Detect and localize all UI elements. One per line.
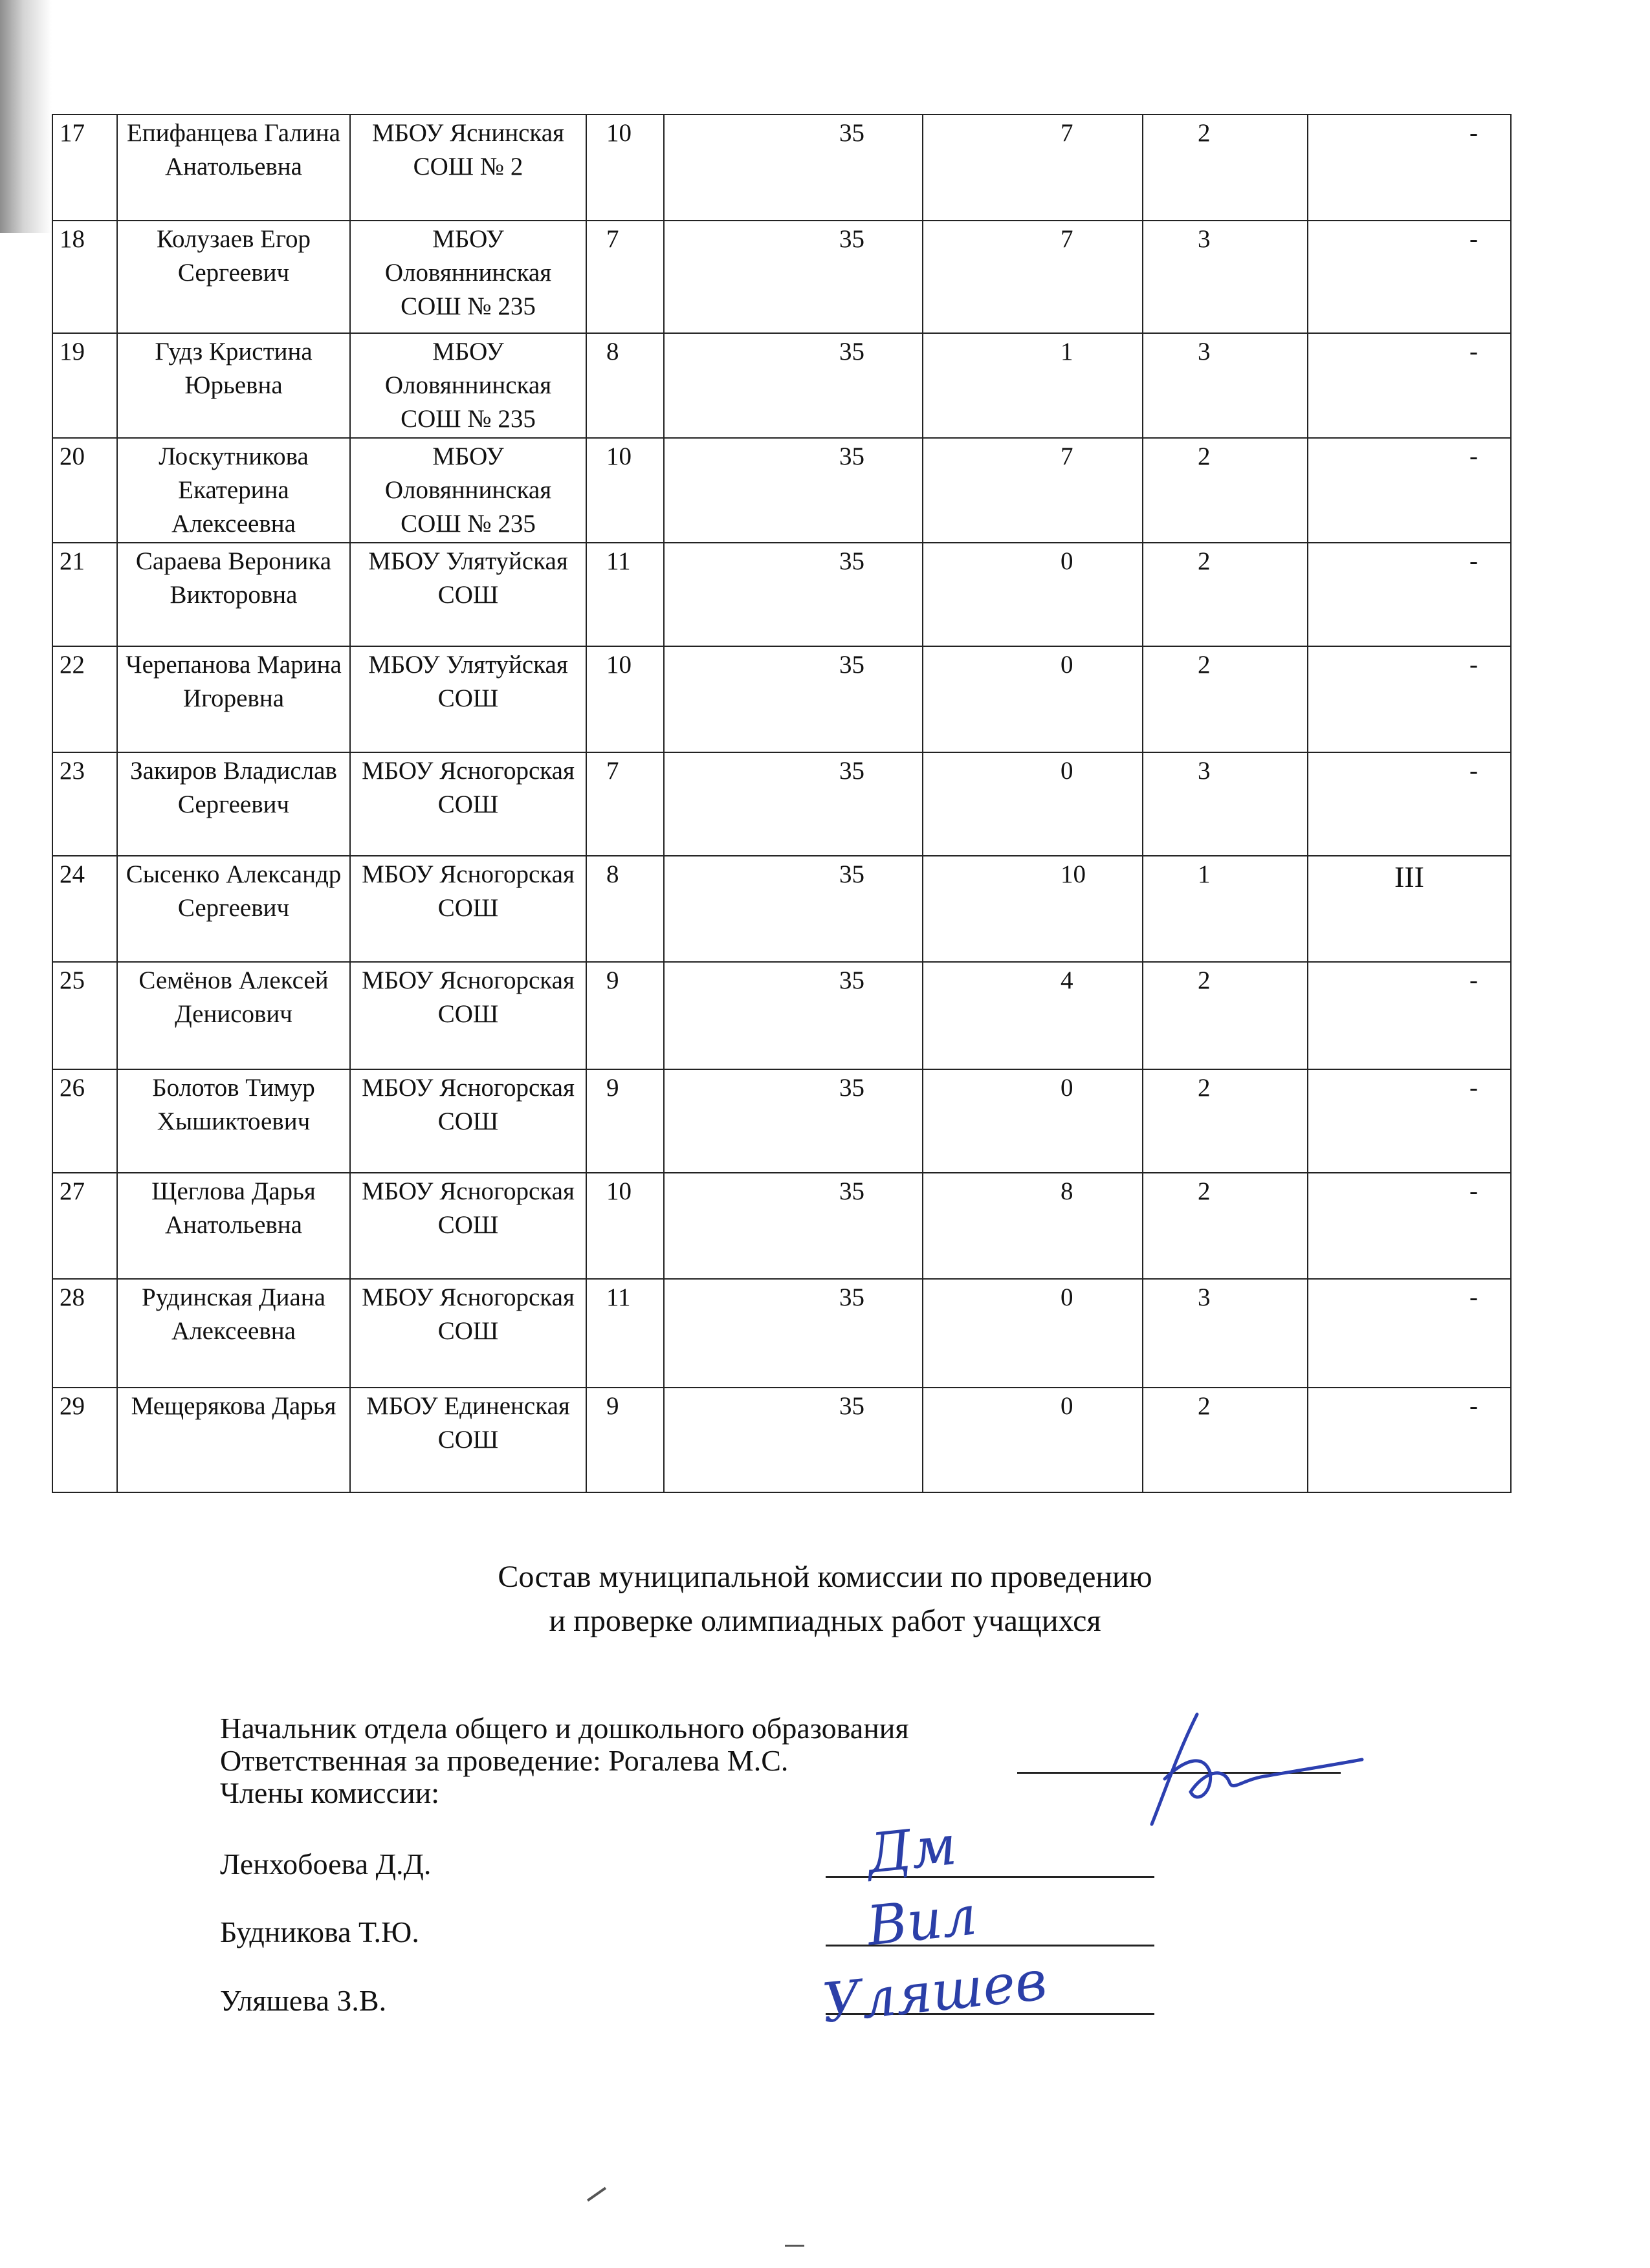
cell-number: 22 — [52, 646, 117, 752]
cell-score: 0 — [923, 1388, 1143, 1492]
cell-student-name: Щеглова Дарья Анатольевна — [117, 1173, 350, 1279]
cell-grade: 8 — [586, 333, 664, 438]
member-name-2: Будникова Т.Ю. — [220, 1915, 419, 1948]
member-signature-3: Уляшев — [819, 1948, 1050, 2035]
cell-status: - — [1308, 962, 1511, 1069]
cell-status: - — [1308, 438, 1511, 543]
results-table-body — [52, 114, 1511, 1492]
cell-school: МБОУ Ясногорская СОШ — [350, 856, 586, 962]
cell-school: МБОУ Оловяннинская СОШ № 235 — [350, 438, 586, 543]
cell-number: 17 — [52, 114, 117, 221]
cell-school: МБОУ Ясногорская СОШ — [350, 1279, 586, 1388]
cell-rank: 3 — [1143, 1279, 1308, 1388]
member-signature-2: Вил — [864, 1883, 980, 1958]
member-name-3: Уляшева З.В. — [220, 1984, 387, 2017]
cell-student-name: Сысенко Александр Сергеевич — [117, 856, 350, 962]
cell-max-score: 35 — [664, 1069, 923, 1173]
cell-rank: 3 — [1143, 752, 1308, 856]
cell-grade: 11 — [586, 543, 664, 646]
cell-status: - — [1308, 1279, 1511, 1388]
table-row — [52, 543, 1511, 646]
cell-max-score: 35 — [664, 333, 923, 438]
cell-student-name: Рудинская Диана Алексеевна — [117, 1279, 350, 1388]
cell-status: - — [1308, 221, 1511, 333]
table-row — [52, 1279, 1511, 1388]
cell-status: - — [1308, 114, 1511, 221]
cell-grade: 10 — [586, 1173, 664, 1279]
cell-max-score: 35 — [664, 438, 923, 543]
cell-score: 7 — [923, 114, 1143, 221]
cell-grade: 7 — [586, 221, 664, 333]
cell-max-score: 35 — [664, 1279, 923, 1388]
cell-rank: 2 — [1143, 114, 1308, 221]
table-row — [52, 646, 1511, 752]
cell-rank: 3 — [1143, 221, 1308, 333]
table-row — [52, 1388, 1511, 1492]
cell-max-score: 35 — [664, 1173, 923, 1279]
cell-grade: 7 — [586, 752, 664, 856]
cell-student-name: Сараева Вероника Викторовна — [117, 543, 350, 646]
cell-number: 25 — [52, 962, 117, 1069]
cell-rank: 2 — [1143, 543, 1308, 646]
cell-status: - — [1308, 1173, 1511, 1279]
member-name-1: Ленхобоева Д.Д. — [220, 1848, 432, 1881]
commission-title — [0, 1555, 1650, 1643]
cell-score: 0 — [923, 1069, 1143, 1173]
cell-score: 7 — [923, 438, 1143, 543]
cell-school: МБОУ Единенская СОШ — [350, 1388, 586, 1492]
cell-number: 26 — [52, 1069, 117, 1173]
members-label: Члены комиссии: — [220, 1776, 440, 1809]
cell-max-score: 35 — [664, 543, 923, 646]
scan-shadow — [0, 0, 52, 233]
head-of-department-label: Начальник отдела общего и дошкольного образования — [220, 1712, 909, 1745]
cell-rank: 2 — [1143, 646, 1308, 752]
cell-max-score: 35 — [664, 646, 923, 752]
scan-speck — [587, 2187, 606, 2202]
cell-score: 4 — [923, 962, 1143, 1069]
cell-score: 0 — [923, 752, 1143, 856]
cell-number: 23 — [52, 752, 117, 856]
cell-student-name: Черепанова Марина Игоревна — [117, 646, 350, 752]
commission-title-line-2: и проверке олимпиадных работ учащихся — [549, 1604, 1101, 1638]
cell-score: 0 — [923, 543, 1143, 646]
cell-student-name: Гудз Кристина Юрьевна — [117, 333, 350, 438]
cell-max-score: 35 — [664, 114, 923, 221]
cell-school: МБОУ Улятуйская СОШ — [350, 646, 586, 752]
cell-score: 7 — [923, 221, 1143, 333]
cell-grade: 9 — [586, 962, 664, 1069]
cell-status: III — [1308, 856, 1511, 962]
responsible-person-label: Ответственная за проведение: Рогалева М.С. — [220, 1744, 789, 1777]
cell-grade: 8 — [586, 856, 664, 962]
cell-rank: 2 — [1143, 1069, 1308, 1173]
table-row — [52, 1069, 1511, 1173]
cell-score: 8 — [923, 1173, 1143, 1279]
cell-grade: 10 — [586, 438, 664, 543]
cell-score: 0 — [923, 646, 1143, 752]
commission-title-line-1: Состав муниципальной комиссии по проведению — [498, 1560, 1152, 1594]
cell-rank: 1 — [1143, 856, 1308, 962]
cell-status: - — [1308, 646, 1511, 752]
cell-number: 29 — [52, 1388, 117, 1492]
cell-student-name: Закиров Владислав Сергеевич — [117, 752, 350, 856]
table-row — [52, 752, 1511, 856]
cell-number: 18 — [52, 221, 117, 333]
head-signature-image — [1100, 1695, 1372, 1837]
cell-school: МБОУ Ясногорская СОШ — [350, 1173, 586, 1279]
cell-student-name: Лоскутникова Екатерина Алексеевна — [117, 438, 350, 543]
cell-number: 21 — [52, 543, 117, 646]
cell-max-score: 35 — [664, 962, 923, 1069]
table-row — [52, 333, 1511, 438]
cell-number: 19 — [52, 333, 117, 438]
cell-school: МБОУ Ясногорская СОШ — [350, 752, 586, 856]
cell-number: 27 — [52, 1173, 117, 1279]
table-row — [52, 221, 1511, 333]
cell-rank: 2 — [1143, 1388, 1308, 1492]
cell-student-name: Семёнов Алексей Денисович — [117, 962, 350, 1069]
cell-school: МБОУ Ясногорская СОШ — [350, 962, 586, 1069]
cell-status: - — [1308, 333, 1511, 438]
cell-status: - — [1308, 543, 1511, 646]
cell-rank: 2 — [1143, 1173, 1308, 1279]
cell-school: МБОУ Ясногорская СОШ — [350, 1069, 586, 1173]
cell-score: 10 — [923, 856, 1143, 962]
cell-student-name: Болотов Тимур Хышиктоевич — [117, 1069, 350, 1173]
table-row — [52, 856, 1511, 962]
results-table — [52, 114, 1512, 1493]
cell-student-name: Мещерякова Дарья — [117, 1388, 350, 1492]
cell-status: - — [1308, 1069, 1511, 1173]
cell-school: МБОУ Улятуйская СОШ — [350, 543, 586, 646]
cell-rank: 3 — [1143, 333, 1308, 438]
cell-school: МБОУ Яснинская СОШ № 2 — [350, 114, 586, 221]
cell-number: 28 — [52, 1279, 117, 1388]
cell-school: МБОУ Оловяннинская СОШ № 235 — [350, 333, 586, 438]
cell-max-score: 35 — [664, 1388, 923, 1492]
cell-rank: 2 — [1143, 962, 1308, 1069]
cell-school: МБОУ Оловяннинская СОШ № 235 — [350, 221, 586, 333]
cell-max-score: 35 — [664, 856, 923, 962]
scan-speck — [785, 2245, 804, 2247]
cell-grade: 10 — [586, 646, 664, 752]
cell-student-name: Епифанцева Галина Анатольевна — [117, 114, 350, 221]
cell-grade: 9 — [586, 1388, 664, 1492]
cell-status: - — [1308, 1388, 1511, 1492]
cell-number: 24 — [52, 856, 117, 962]
cell-grade: 10 — [586, 114, 664, 221]
member-signature-1: Дм — [864, 1813, 960, 1886]
cell-grade: 9 — [586, 1069, 664, 1173]
cell-score: 0 — [923, 1279, 1143, 1388]
cell-max-score: 35 — [664, 221, 923, 333]
cell-number: 20 — [52, 438, 117, 543]
table-row — [52, 114, 1511, 221]
cell-max-score: 35 — [664, 752, 923, 856]
cell-rank: 2 — [1143, 438, 1308, 543]
table-row — [52, 962, 1511, 1069]
cell-grade: 11 — [586, 1279, 664, 1388]
table-row — [52, 438, 1511, 543]
cell-student-name: Колузаев Егор Сергеевич — [117, 221, 350, 333]
table-row — [52, 1173, 1511, 1279]
cell-status: - — [1308, 752, 1511, 856]
cell-score: 1 — [923, 333, 1143, 438]
